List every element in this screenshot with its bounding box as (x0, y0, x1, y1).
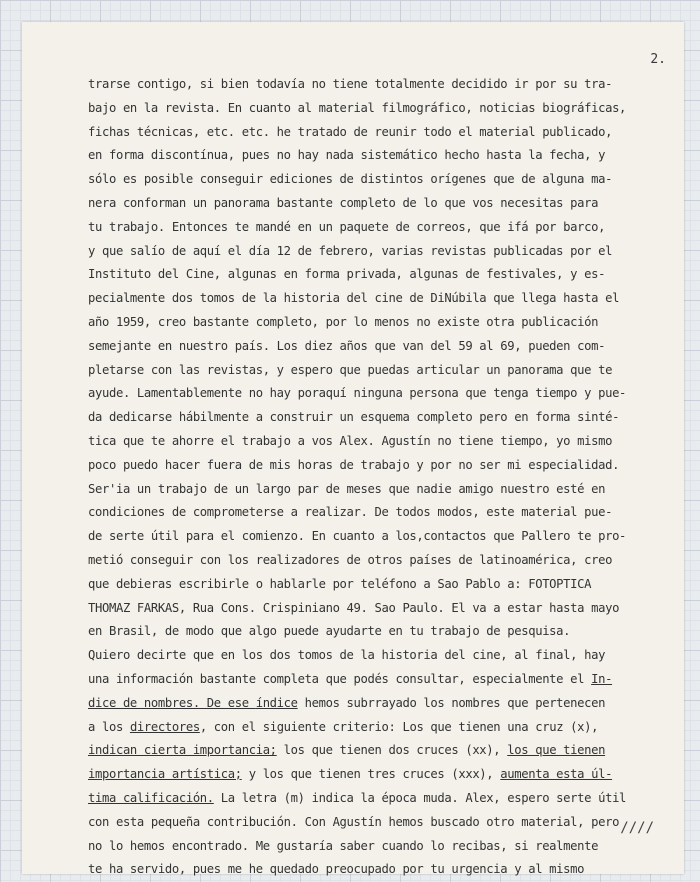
text-line (88, 787, 678, 811)
continuation-marks: //// (620, 820, 654, 836)
text-line: ayude. Lamentablemente no hay poraquí ninguna persona que tenga tiempo y pue- (88, 386, 627, 401)
text-fragment: La letra (m) indica la época muda. Alex, espero serte útil (213, 790, 627, 805)
text-line: pecialmente dos tomos de la historia del cine de DiNúbila que llega hasta el (88, 291, 620, 306)
text-line: no lo hemos encontrado. Me gustaría saber cuando lo recibas, si realmente (88, 838, 599, 853)
text-line: que debieras escribirle o hablarle por teléfono a Sao Pablo a: FOTOPTICA (88, 576, 592, 591)
text-fragment: a los (88, 719, 130, 734)
text-line: THOMAZ FARKAS, Rua Cons. Crispiniano 49. Sao Paulo. El va a estar hasta mayo (88, 600, 620, 615)
underlined-text: indican cierta importancia; (88, 743, 277, 758)
text-line: Ser'ia un trabajo de un largo par de meses que nadie amigo nuestro esté en (88, 481, 606, 496)
text-line: en forma discontínua, pues no hay nada sistemático hecho hasta la fecha, y (88, 148, 606, 163)
text-line: poco puedo hacer fuera de mis horas de trabajo y por no ser mi especialidad. (88, 457, 620, 472)
text-line: año 1959, creo bastante completo, por lo menos no existe otra publicación (88, 314, 599, 329)
text-line: Instituto del Cine, algunas en forma privada, algunas de festivales, y es- (88, 267, 606, 282)
text-line: da dedicarse hábilmente a construir un esquema completo pero en forma sinté- (88, 410, 620, 425)
text-line: fichas técnicas, etc. etc. he tratado de reunir todo el material publicado, (88, 124, 613, 139)
text-line: con esta pequeña contribución. Con Agustín hemos buscado otro material, pero (88, 814, 620, 829)
text-line: tica que te ahorre el trabajo a vos Alex. Agustín no tiene tiempo, yo mismo (88, 433, 613, 448)
text-line: pletarse con las revistas, y espero que puedas articular un panorama que te (88, 362, 613, 377)
page-number: 2. (650, 52, 666, 67)
text-line: Quiero decirte que en los dos tomos de la historia del cine, al final, hay (88, 648, 606, 663)
text-line (88, 668, 678, 692)
letter-page (22, 22, 684, 877)
underlined-text: dice de nombres. De ese (88, 695, 256, 710)
underlined-text: directores (129, 719, 200, 734)
underlined-text: importancia artística; (88, 767, 242, 782)
text-line: bajo en la revista. En cuanto al material filmográfico, noticias biográficas, (88, 100, 627, 115)
underlined-text: índice (255, 695, 298, 710)
text-line: nera conforman un panorama bastante completo de lo que vos necesitas para (88, 195, 599, 210)
text-line (88, 692, 678, 716)
text-fragment: los que tienen dos cruces (xx), (276, 743, 508, 758)
underlined-text: los que tienen (507, 743, 606, 758)
underlined-text: aumenta esta úl- (500, 767, 613, 782)
text-fragment: , con el siguiente criterio: Los que tienen una cruz (x), (199, 719, 599, 734)
text-line (88, 739, 678, 763)
text-line: sólo es posible conseguir ediciones de distintos orígenes que de alguna ma- (88, 172, 613, 187)
letter-body (88, 73, 678, 882)
text-fragment: y los que tienen tres cruces (xxx), (241, 767, 501, 782)
text-line: en Brasil, de modo que algo puede ayudarte en tu trabajo de pesquisa. (88, 624, 571, 639)
text-fragment: una información bastante completa que podés consultar, especialmente el (88, 671, 592, 686)
text-line: de serte útil para el comienzo. En cuanto a los,contactos que Pallero te pro- (88, 529, 627, 544)
text-fragment: hemos subrrayado los nombres que pertenecen (297, 695, 606, 710)
text-line: tu trabajo. Entonces te mandé en un paquete de correos, que ifá por barco, (88, 219, 606, 234)
underlined-text: tima calificación. (88, 790, 214, 805)
text-line (88, 763, 678, 787)
text-line: y que salío de aquí el día 12 de febrero, varias revistas publicadas por el (88, 243, 613, 258)
text-line: te ha servido, pues me he quedado preocupado por tu urgencia y al mismo (88, 862, 585, 877)
underlined-text: In- (591, 671, 613, 686)
text-line: metió conseguir con los realizadores de otros países de latinoamérica, creo (88, 552, 613, 567)
text-line: semejante en nuestro país. Los diez años que van del 59 al 69, pueden com- (88, 338, 606, 353)
text-line (88, 716, 678, 740)
text-line: trarse contigo, si bien todavía no tiene totalmente decidido ir por su tra- (88, 77, 613, 91)
text-line: condiciones de comprometerse a realizar. De todos modos, este material pue- (88, 505, 613, 520)
